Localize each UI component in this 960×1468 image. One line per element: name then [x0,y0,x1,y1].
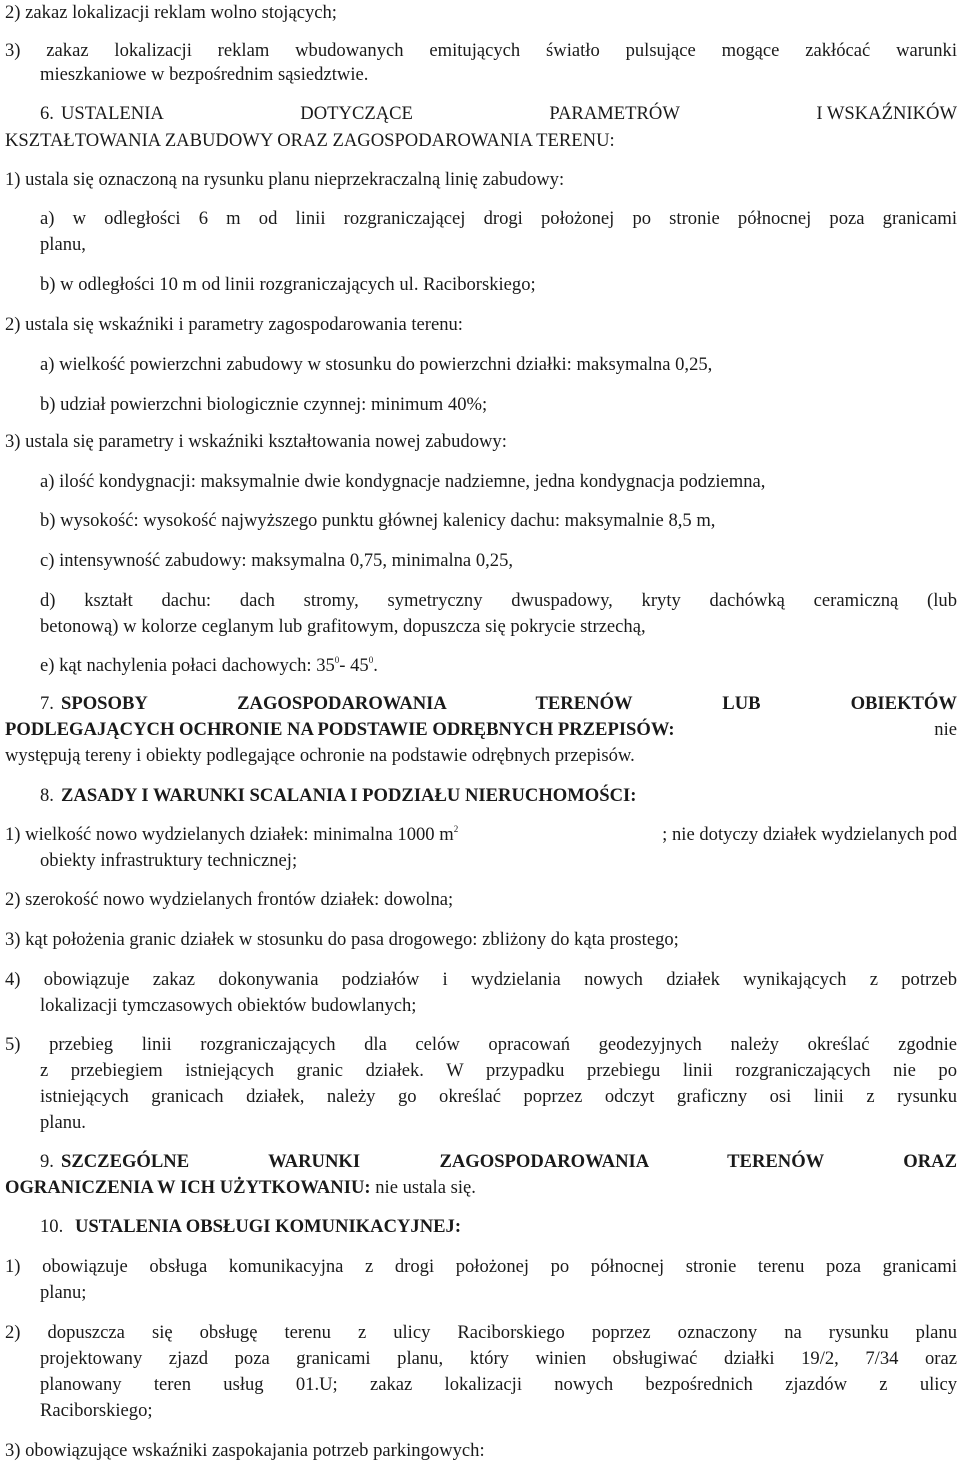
text-line: występują tereny i obiekty podlegające ochronie na podstawie odrębnych przepisów. [5,745,635,766]
text-line: c) intensywność zabudowy: maksymalna 0,75, minimalna 0,25, [40,550,514,571]
text-line: planu. [40,1112,86,1133]
section-9-heading-line-2 [5,1177,957,1199]
text-line: obiekty infrastruktury technicznej; [40,850,298,871]
text-line: betonową) w kolorze ceglanym lub grafitowym, dopuszcza się pokrycie strzechą, [40,616,646,637]
text-line: a) w odległości 6 m od linii rozgraniczającej drogi położonej po stronie północnej poza granicami [40,208,957,229]
text-line: planowany teren usług 01.U; zakaz lokalizacji nowych bezpośrednich zjazdów z ulicy [40,1374,957,1395]
text-line: 4) obowiązuje zakaz dokonywania podziałów i wydzielania nowych działek wynikających z potrzeb [5,969,957,990]
text-line: 1) obowiązuje obsługa komunikacyjna z drogi położonej po północnej stronie terenu poza granicami [5,1256,957,1277]
text-line: d) kształt dachu: dach stromy, symetryczny dwuspadowy, kryty dachówką ceramiczną (lub [40,590,957,611]
heading-word: PARAMETRÓW [549,103,680,124]
text-line: 3) kąt położenia granic działek w stosunku do pasa drogowego: zbliżony do kąta prostego; [5,929,679,950]
section-7-heading-line-2 [5,719,957,741]
text-line: 3) zakaz lokalizacji reklam wbudowanych emitujących światło pulsujące mogące zakłócać warunki [5,40,957,61]
text-run: nie ustala się. [375,1177,476,1198]
text-line: b) w odległości 10 m od linii rozgraniczających ul. Raciborskiego; [40,274,536,295]
text-line: z przebiegiem istniejących granic działek. W przypadku przebiegu linii rozgraniczających nie po [40,1060,957,1081]
text-line: 2) szerokość nowo wydzielanych frontów działek: dowolna; [5,889,454,910]
text-run: nie [934,719,957,740]
section-6-heading-line-2: KSZTAŁTOWANIA ZABUDOWY ORAZ ZAGOSPODAROWANIA TERENU: [5,130,615,151]
text-line: Raciborskiego; [40,1400,153,1421]
text-line: planu; [40,1282,87,1303]
heading-bold-run: OGRANICZENIA W ICH UŻYTKOWANIU: [5,1177,371,1198]
text-run: ; nie dotyczy działek wydzielanych pod [662,824,957,845]
text-line [40,655,957,677]
superscript: 0 [368,655,374,665]
section-9-heading-line-1: SZCZEGÓLNE WARUNKI ZAGOSPODAROWANIA TERENÓW ORAZ [61,1151,957,1172]
section-7-heading-line-1: SPOSOBY ZAGOSPODAROWANIA TERENÓW LUB OBIEKTÓW [61,693,957,714]
text-run: 1) wielkość nowo wydzielanych działek: minimalna 1000 m [5,824,454,845]
heading-bold-run: PODLEGAJĄCYCH OCHRONIE NA PODSTAWIE ODRĘBNYCH PRZEPISÓW: [5,719,675,740]
text-run: e) kąt nachylenia połaci dachowych: 35 [40,655,335,676]
text-run: . [373,655,378,676]
section-7-number: 7. [40,693,54,714]
section-6-number: 6. [40,103,54,124]
text-line: 3) ustala się parametry i wskaźniki kształtowania nowej zabudowy: [5,431,507,452]
text-line: b) wysokość: wysokość najwyższego punktu głównej kalenicy dachu: maksymalnie 8,5 m, [40,510,716,531]
text-line: 3) obowiązujące wskaźniki zaspokajania potrzeb parkingowych: [5,1440,485,1461]
section-8-heading: ZASADY I WARUNKI SCALANIA I PODZIAŁU NIERUCHOMOŚCI: [61,785,637,806]
text-line: istniejących granicach działek, należy go określać poprzez odczyt graficzny osi linii z rysunku [40,1086,957,1107]
heading-word: I WSKAŹNIKÓW [816,103,957,124]
superscript: 2 [453,824,459,834]
section-8-number: 8. [40,785,54,806]
section-6-heading-line-1 [61,103,957,125]
text-line: 1) ustala się oznaczoną na rysunku planu nieprzekraczalną linię zabudowy: [5,169,565,190]
text-line [5,824,957,846]
text-line: mieszkaniowe w bezpośrednim sąsiedztwie. [40,64,369,85]
text-line: projektowany zjazd poza granicami planu, który winien obsługiwać działki 19/2, 7/34 oraz [40,1348,957,1369]
text-line: lokalizacji tymczasowych obiektów budowlanych; [40,995,417,1016]
text-run [5,824,458,846]
heading-word: DOTYCZĄCE [300,103,413,124]
superscript: 0 [334,655,340,665]
text-line: a) wielkość powierzchni zabudowy w stosunku do powierzchni działki: maksymalna 0,25, [40,354,713,375]
section-10-heading: USTALENIA OBSŁUGI KOMUNIKACYJNEJ: [75,1216,462,1237]
heading-word: USTALENIA [61,103,164,124]
text-line: b) udział powierzchni biologicznie czynnej: minimum 40%; [40,394,488,415]
section-9-number: 9. [40,1151,54,1172]
text-line: planu, [40,234,86,255]
text-line: 2) ustala się wskaźniki i parametry zagospodarowania terenu: [5,314,463,335]
text-line: 2) zakaz lokalizacji reklam wolno stojących; [5,2,337,23]
text-line: 2) dopuszcza się obsługę terenu z ulicy Raciborskiego poprzez oznaczony na rysunku planu [5,1322,957,1343]
text-line: a) ilość kondygnacji: maksymalnie dwie kondygnacje nadziemne, jedna kondygnacja podziemna, [40,471,766,492]
text-line: 5) przebieg linii rozgraniczających dla celów opracowań geodezyjnych należy określać zgodnie [5,1034,957,1055]
section-10-number: 10. [40,1216,64,1237]
text-run: - 45 [339,655,369,676]
